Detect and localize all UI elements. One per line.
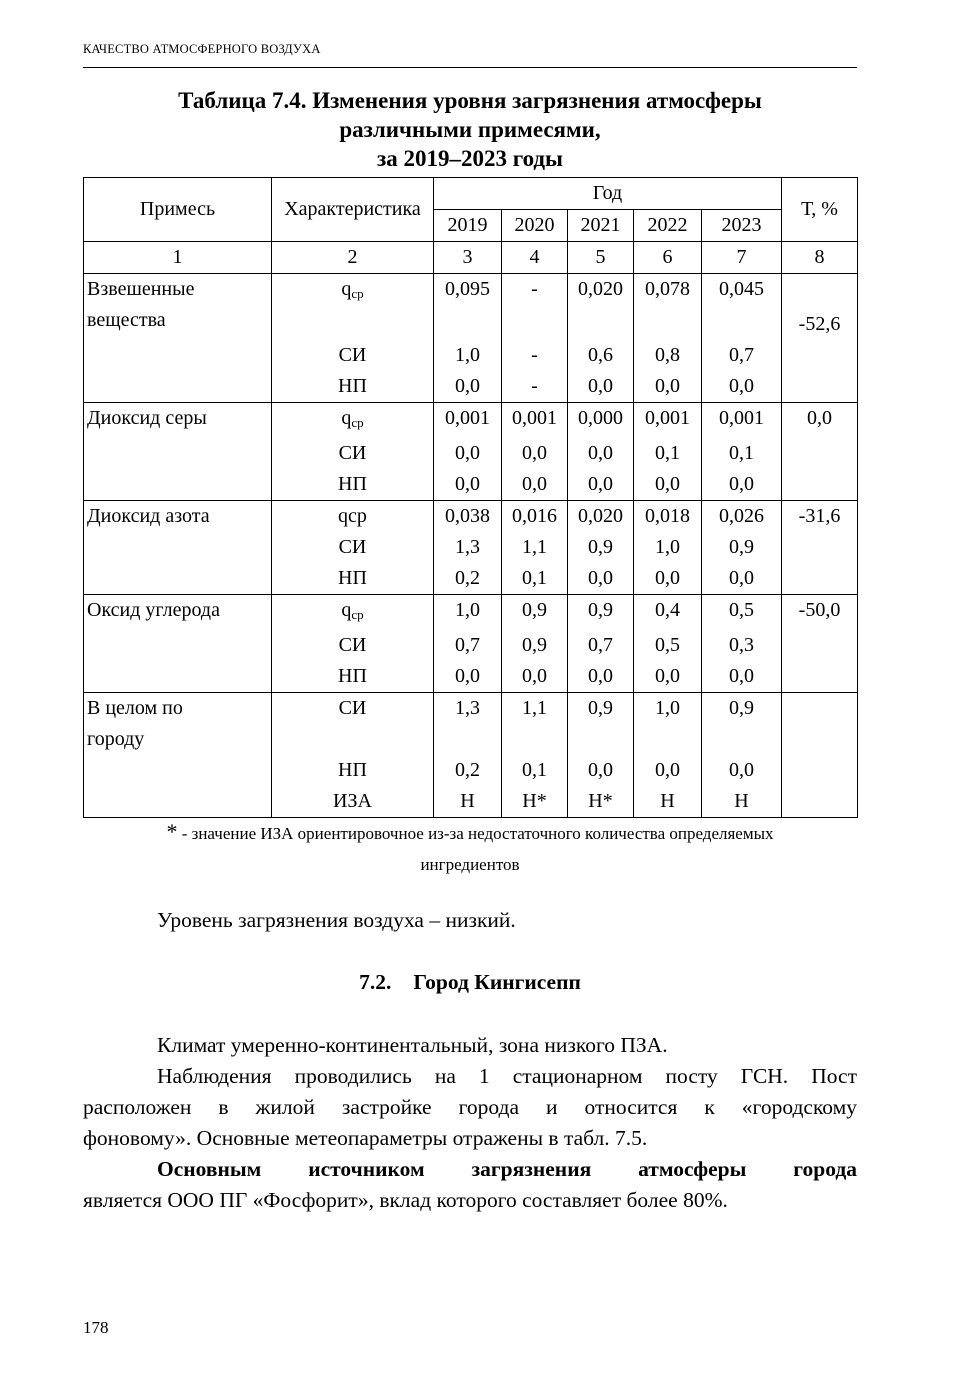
value-cell: 1,1 bbox=[502, 532, 568, 563]
value-cell: 0,0 bbox=[502, 469, 568, 501]
value-cell: 0,0 bbox=[568, 371, 634, 403]
value-cell: 0,0 bbox=[568, 661, 634, 693]
characteristic-cell: qср bbox=[272, 501, 434, 533]
value-cell: - bbox=[502, 274, 568, 310]
value-cell: - bbox=[502, 340, 568, 371]
value-cell: 0,0 bbox=[702, 755, 782, 786]
page-number: 178 bbox=[83, 1318, 109, 1337]
table-footnote bbox=[83, 816, 857, 880]
section-number: 7.2. bbox=[359, 970, 392, 994]
pollutant-name: Диоксид азота bbox=[84, 501, 272, 595]
conclusion-paragraph: Уровень загрязнения воздуха – низкий. bbox=[157, 908, 516, 932]
characteristic-cell: НП bbox=[272, 469, 434, 501]
value-cell: 0,026 bbox=[702, 501, 782, 533]
value-cell: 0,5 bbox=[634, 630, 702, 661]
value-cell: 0,2 bbox=[434, 755, 502, 786]
value-cell: 1,3 bbox=[434, 532, 502, 563]
value-cell: 0,7 bbox=[568, 630, 634, 661]
section-heading bbox=[83, 970, 857, 995]
characteristic-cell: СИ bbox=[272, 532, 434, 563]
column-number: 6 bbox=[634, 242, 702, 274]
column-number: 4 bbox=[502, 242, 568, 274]
characteristic-cell: СИ bbox=[272, 340, 434, 371]
source-paragraph-bold: Основным источником загрязнения атмосферы города bbox=[157, 1157, 857, 1181]
trend-cell bbox=[782, 693, 858, 818]
value-cell: 0,0 bbox=[434, 371, 502, 403]
column-number: 2 bbox=[272, 242, 434, 274]
table-title bbox=[83, 86, 857, 173]
value-cell: 0,8 bbox=[634, 340, 702, 371]
value-cell: 0,016 bbox=[502, 501, 568, 533]
value-cell: 0,3 bbox=[702, 630, 782, 661]
value-cell: 0,5 bbox=[702, 595, 782, 631]
value-cell: 0,095 bbox=[434, 274, 502, 310]
value-cell: 0,078 bbox=[634, 274, 702, 310]
value-cell: 0,4 bbox=[634, 595, 702, 631]
characteristic-cell: $q_{ср}$ bbox=[272, 403, 434, 439]
value-cell: 0,001 bbox=[634, 403, 702, 439]
section-title: Город Кингисепп bbox=[413, 970, 581, 994]
observation-line-1: Наблюдения проводились на 1 стационарном посту ГСН. Пост bbox=[157, 1064, 857, 1088]
characteristic-cell: ИЗА bbox=[272, 786, 434, 818]
value-cell: 0,1 bbox=[502, 563, 568, 595]
value-cell: 0,000 bbox=[568, 403, 634, 439]
header-year-2019: 2019 bbox=[434, 210, 502, 242]
column-number: 3 bbox=[434, 242, 502, 274]
characteristic-cell: НП bbox=[272, 563, 434, 595]
table-title-line-2: различными примесями, bbox=[339, 117, 601, 142]
value-cell: 1,1 bbox=[502, 693, 568, 725]
pollutant-name: Взвешенные вещества bbox=[84, 274, 272, 403]
value-cell: 1,0 bbox=[434, 340, 502, 371]
value-cell: 0,0 bbox=[434, 661, 502, 693]
value-cell: 0,0 bbox=[702, 469, 782, 501]
pollution-change-table bbox=[83, 177, 858, 818]
value-cell: 0,9 bbox=[568, 693, 634, 725]
climate-paragraph: Климат умеренно-континентальный, зона низкого ПЗА. bbox=[157, 1033, 668, 1057]
observation-line-2: расположен в жилой застройке города и относится к «городскому bbox=[83, 1095, 857, 1119]
table-row bbox=[84, 595, 858, 631]
value-cell: - bbox=[502, 371, 568, 403]
table-row bbox=[84, 274, 858, 310]
value-cell: 1,0 bbox=[434, 595, 502, 631]
pollutant-name: Оксид углерода bbox=[84, 595, 272, 693]
header-row-1 bbox=[84, 178, 858, 210]
value-cell: 0,6 bbox=[568, 340, 634, 371]
value-cell: 0,001 bbox=[502, 403, 568, 439]
value-cell: 0,1 bbox=[634, 438, 702, 469]
characteristic-cell: НП bbox=[272, 755, 434, 786]
header-divider bbox=[83, 67, 857, 68]
table-row bbox=[84, 403, 858, 439]
characteristic-cell: СИ bbox=[272, 693, 434, 725]
value-cell: 0,0 bbox=[502, 438, 568, 469]
value-cell: 0,0 bbox=[702, 371, 782, 403]
characteristic-cell: $q_{ср}$ bbox=[272, 595, 434, 631]
value-cell: 1,0 bbox=[634, 693, 702, 725]
value-cell: Н bbox=[702, 786, 782, 818]
header-year-2021: 2021 bbox=[568, 210, 634, 242]
value-cell: Н* bbox=[568, 786, 634, 818]
value-cell: 0,9 bbox=[502, 630, 568, 661]
column-number-row bbox=[84, 242, 858, 274]
value-cell: 0,038 bbox=[434, 501, 502, 533]
column-number: 7 bbox=[702, 242, 782, 274]
value-cell: 0,0 bbox=[568, 755, 634, 786]
value-cell: 0,0 bbox=[502, 661, 568, 693]
value-cell: 0,0 bbox=[702, 661, 782, 693]
value-cell: 0,0 bbox=[568, 563, 634, 595]
value-cell: 0,018 bbox=[634, 501, 702, 533]
value-cell: 0,0 bbox=[568, 469, 634, 501]
value-cell: 0,0 bbox=[634, 563, 702, 595]
footnote-star: * bbox=[166, 819, 178, 844]
characteristic-cell: НП bbox=[272, 661, 434, 693]
trend-cell: 0,0 bbox=[782, 403, 858, 501]
value-cell: 0,9 bbox=[702, 693, 782, 725]
characteristic-cell: НП bbox=[272, 371, 434, 403]
value-cell: 0,0 bbox=[434, 438, 502, 469]
value-cell: 0,0 bbox=[634, 371, 702, 403]
characteristic-cell: СИ bbox=[272, 438, 434, 469]
value-cell: Н* bbox=[502, 786, 568, 818]
value-cell: 0,020 bbox=[568, 501, 634, 533]
table-row bbox=[84, 693, 858, 725]
footnote-line-2: ингредиентов bbox=[420, 855, 520, 874]
observation-line-3: фоновому». Основные метеопараметры отражены в табл. 7.5. bbox=[83, 1126, 648, 1150]
table-title-line-1: Таблица 7.4. Изменения уровня загрязнения атмосферы bbox=[178, 88, 762, 113]
value-cell: 0,9 bbox=[702, 532, 782, 563]
value-cell: 0,9 bbox=[568, 532, 634, 563]
header-year-2023: 2023 bbox=[702, 210, 782, 242]
value-cell: 0,7 bbox=[434, 630, 502, 661]
value-cell: 0,001 bbox=[434, 403, 502, 439]
column-number: 5 bbox=[568, 242, 634, 274]
header-characteristic: Характеристика bbox=[272, 178, 434, 242]
trend-cell: -31,6 bbox=[782, 501, 858, 595]
footnote-line-1: - значение ИЗА ориентировочное из-за недостаточного количества определяемых bbox=[177, 824, 774, 843]
value-cell: 1,0 bbox=[634, 532, 702, 563]
pollutant-name: В целом по городу bbox=[84, 693, 272, 818]
header-year-2020: 2020 bbox=[502, 210, 568, 242]
table-row bbox=[84, 501, 858, 533]
column-number: 8 bbox=[782, 242, 858, 274]
value-cell: Н bbox=[434, 786, 502, 818]
value-cell: 0,2 bbox=[434, 563, 502, 595]
pollutant-name: Диоксид серы bbox=[84, 403, 272, 501]
column-number: 1 bbox=[84, 242, 272, 274]
header-trend: Т, % bbox=[782, 178, 858, 242]
value-cell: 0,9 bbox=[568, 595, 634, 631]
value-cell: 0,0 bbox=[634, 661, 702, 693]
value-cell: 0,0 bbox=[634, 755, 702, 786]
header-year-2022: 2022 bbox=[634, 210, 702, 242]
running-header: КАЧЕСТВО АТМОСФЕРНОГО ВОЗДУХА bbox=[83, 42, 321, 56]
value-cell: Н bbox=[634, 786, 702, 818]
value-cell: 0,7 bbox=[702, 340, 782, 371]
value-cell: 0,1 bbox=[702, 438, 782, 469]
header-pollutant: Примесь bbox=[84, 178, 272, 242]
value-cell: 0,0 bbox=[702, 563, 782, 595]
source-paragraph-rest: является ООО ПГ «Фосфорит», вклад которого составляет более 80%. bbox=[83, 1188, 728, 1212]
value-cell: 0,0 bbox=[634, 469, 702, 501]
header-year: Год bbox=[434, 178, 782, 210]
value-cell: 1,3 bbox=[434, 693, 502, 725]
table-title-line-3: за 2019–2023 годы bbox=[376, 146, 564, 171]
value-cell: 0,1 bbox=[502, 755, 568, 786]
value-cell: 0,020 bbox=[568, 274, 634, 310]
value-cell: 0,0 bbox=[568, 438, 634, 469]
trend-cell: -52,6 bbox=[782, 309, 858, 340]
characteristic-cell: СИ bbox=[272, 630, 434, 661]
characteristic-cell: $q_{ср}$ bbox=[272, 274, 434, 310]
value-cell: 0,9 bbox=[502, 595, 568, 631]
value-cell: 0,0 bbox=[434, 469, 502, 501]
value-cell: 0,045 bbox=[702, 274, 782, 310]
trend-cell: -50,0 bbox=[782, 595, 858, 693]
value-cell: 0,001 bbox=[702, 403, 782, 439]
